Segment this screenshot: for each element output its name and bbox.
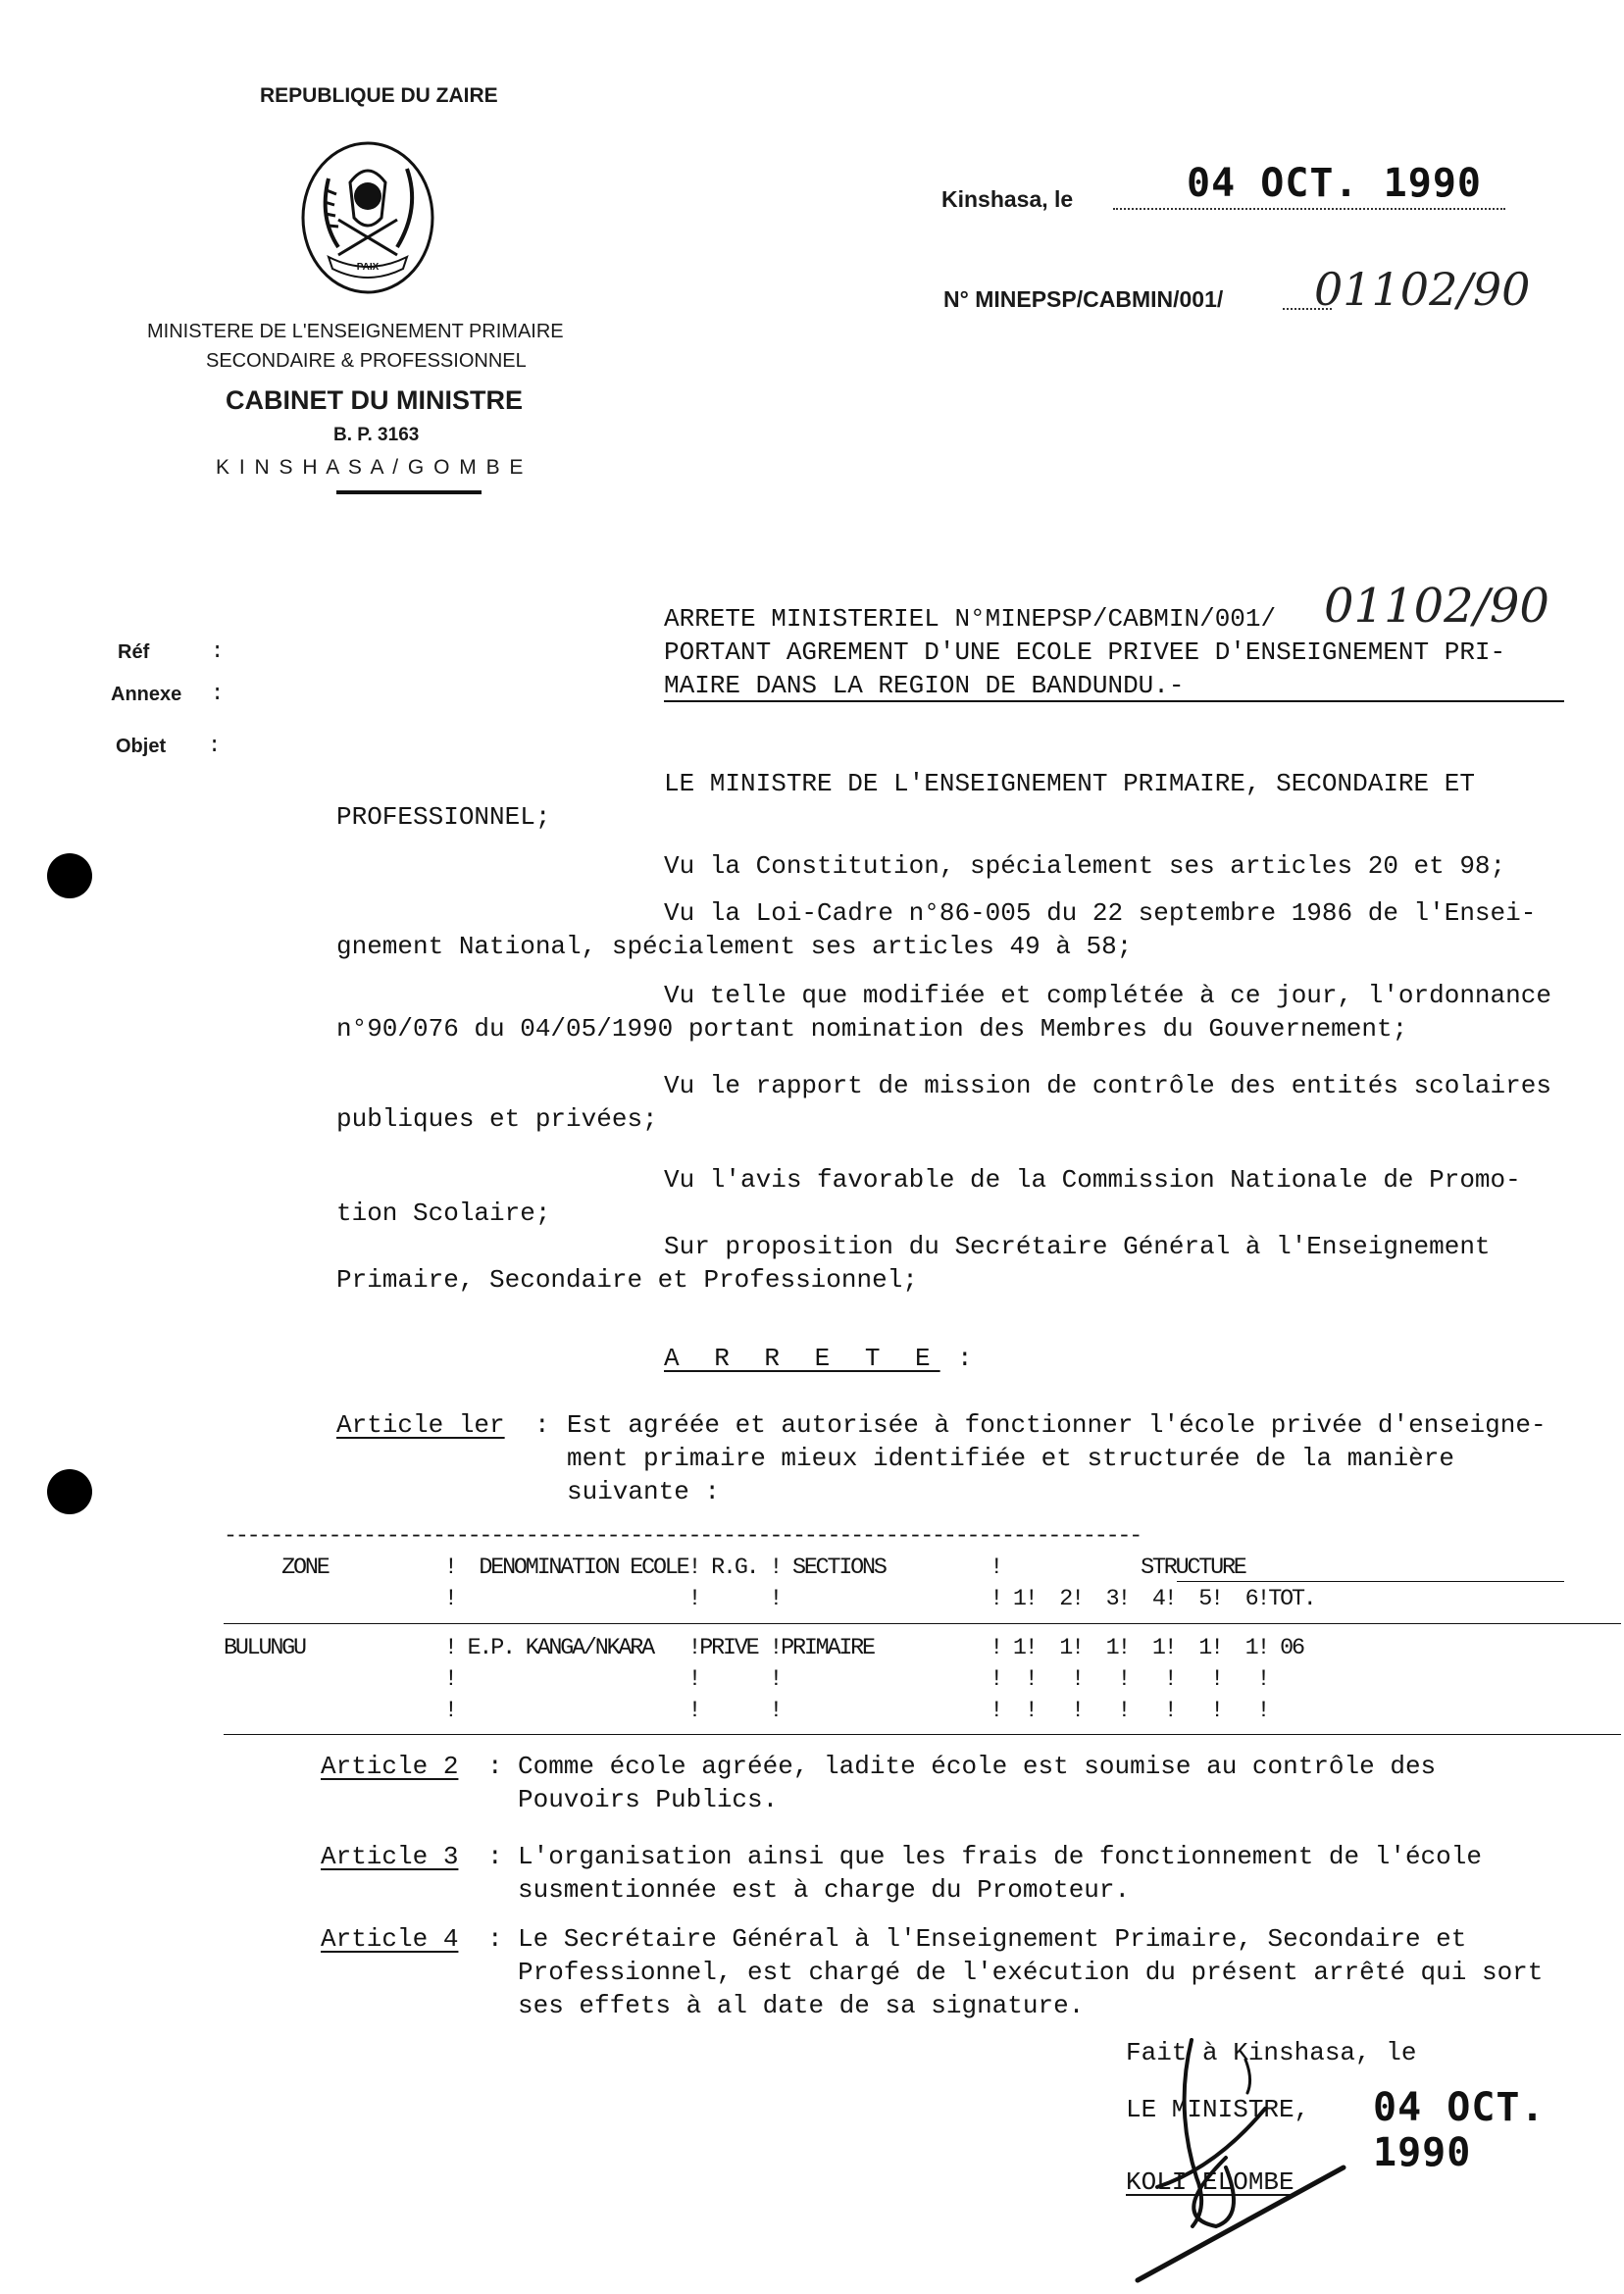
preamble-3a: Vu la Loi-Cadre n°86-005 du 22 septembre 1986 de l'Ensei- xyxy=(664,898,1537,928)
article-3-line2: susmentionnée est à charge du Promoteur. xyxy=(518,1875,1131,1905)
ministry-name-line2: SECONDAIRE & PROFESSIONNEL xyxy=(206,350,527,372)
date-stamp-top: 04 OCT. 1990 xyxy=(1187,161,1482,206)
city-underline xyxy=(336,490,482,494)
fait-a-kinshasa: Fait à Kinshasa, le xyxy=(1126,2038,1417,2067)
article-1-line1: Est agréée et autorisée à fonctionner l'école privée d'enseigne- xyxy=(567,1410,1547,1440)
reference-number-handwritten: 01102/90 xyxy=(1314,263,1531,316)
preamble-3b: gnement National, spécialement ses articles 49 à 58; xyxy=(336,932,1133,961)
article-4-line3: ses effets à al date de sa signature. xyxy=(518,1991,1085,2020)
ministry-name-line1: MINISTERE DE L'ENSEIGNEMENT PRIMAIRE xyxy=(147,321,564,342)
letterhead-country: REPUBLIQUE DU ZAIRE xyxy=(260,84,498,107)
label-annexe-colon: : xyxy=(211,682,225,706)
article-1-line2: ment primaire mieux identifiée et structurée de la manière xyxy=(567,1444,1454,1473)
handwritten-signature xyxy=(1098,2020,1373,2285)
title-underline xyxy=(664,700,1564,702)
article-3-line1: L'organisation ainsi que les frais de fonctionnement de l'école xyxy=(518,1842,1482,1871)
article-1-separator: : xyxy=(534,1410,550,1440)
reference-label: N° MINEPSP/CABMIN/001/ xyxy=(943,286,1224,312)
punch-hole-top xyxy=(47,853,92,898)
arrete-title-line2: PORTANT AGREMENT D'UNE ECOLE PRIVEE D'ENSEIGNEMENT PRI- xyxy=(664,637,1506,667)
preamble-5a: Vu le rapport de mission de contrôle des entités scolaires xyxy=(664,1071,1551,1100)
article-1-label: Article ler xyxy=(336,1410,505,1440)
table-header-row2: ! ! ! ! 1! 2! 3! 4! 5! 6!TOT. xyxy=(224,1587,1315,1612)
preamble-7b: Primaire, Secondaire et Professionnel; xyxy=(336,1265,918,1295)
arrete-number-handwritten: 01102/90 xyxy=(1324,579,1549,634)
table-header-row1: ZONE ! DENOMINATION ECOLE! R.G. ! SECTIONS ! STRUCTURE xyxy=(224,1555,1245,1581)
table-row-filler-2: ! ! ! ! ! ! ! ! ! ! xyxy=(224,1699,1269,1724)
label-ref-colon: : xyxy=(211,639,225,664)
table-bottom-line xyxy=(224,1734,1621,1735)
preamble-2a: Vu la Constitution, spécialement ses articles 20 et 98; xyxy=(664,851,1506,881)
preamble-4a: Vu telle que modifiée et complétée à ce jour, l'ordonnance xyxy=(664,981,1551,1010)
label-objet: Objet xyxy=(116,736,167,757)
city: K I N S H A S A / G O M B E xyxy=(216,456,526,479)
label-ref: Réf xyxy=(118,641,150,663)
table-header-separator xyxy=(224,1623,1621,1624)
label-annexe: Annexe xyxy=(111,684,182,705)
arrete-title-line3: MAIRE DANS LA REGION DE BANDUNDU.- xyxy=(664,671,1185,700)
article-2-label: Article 2 xyxy=(321,1752,459,1781)
cabinet-title: CABINET DU MINISTRE xyxy=(226,385,523,415)
label-objet-colon: : xyxy=(208,734,222,758)
table-row-filler-1: ! ! ! ! ! ! ! ! ! ! xyxy=(224,1667,1269,1693)
arrete-heading-colon: : xyxy=(957,1344,973,1373)
article-4-line2: Professionnel, est chargé de l'exécution du présent arrêté qui sort xyxy=(518,1958,1544,1987)
minister-title: LE MINISTRE, xyxy=(1126,2095,1310,2124)
article-4-label: Article 4 xyxy=(321,1924,459,1954)
date-stamp-bottom: 04 OCT. 1990 xyxy=(1373,2085,1546,2175)
preamble-6a: Vu l'avis favorable de la Commission Nationale de Promo- xyxy=(664,1165,1521,1195)
date-dotted-line xyxy=(1113,208,1505,210)
preamble-1a: LE MINISTRE DE L'ENSEIGNEMENT PRIMAIRE, SECONDAIRE ET xyxy=(664,769,1475,798)
article-2-line2: Pouvoirs Publics. xyxy=(518,1785,779,1814)
article-2-line1: Comme école agréée, ladite école est soumise au contrôle des xyxy=(518,1752,1437,1781)
article-3-label: Article 3 xyxy=(321,1842,459,1871)
table-top-dashes: ------------------------------------------------------------------------------- xyxy=(224,1524,1142,1550)
emblem-motto: PAIX xyxy=(356,262,380,273)
preamble-1b: PROFESSIONNEL; xyxy=(336,802,551,832)
minister-name: KOLI ELOMBE xyxy=(1126,2167,1294,2197)
preamble-5b: publiques et privées; xyxy=(336,1104,658,1134)
article-1-line3: suivante : xyxy=(567,1477,721,1506)
preamble-7a: Sur proposition du Secrétaire Général à l'Enseignement xyxy=(664,1232,1491,1261)
place-label: Kinshasa, le xyxy=(941,186,1074,212)
structure-header-underline xyxy=(1177,1581,1564,1582)
arrete-title-line1: ARRETE MINISTERIEL N°MINEPSP/CABMIN/001/ xyxy=(664,604,1277,634)
article-4-separator: : xyxy=(487,1924,503,1954)
punch-hole-bottom xyxy=(47,1469,92,1514)
preamble-4b: n°90/076 du 04/05/1990 portant nomination des Membres du Gouvernement; xyxy=(336,1014,1408,1044)
table-row-bulungu: BULUNGU ! E.P. KANGA/NKARA !PRIVE !PRIMAIRE ! 1! 1! 1! 1! 1! 1! 06 xyxy=(224,1636,1303,1661)
coat-of-arms-emblem xyxy=(299,139,436,296)
preamble-6b: tion Scolaire; xyxy=(336,1198,551,1228)
postal-box: B. P. 3163 xyxy=(333,425,420,445)
arrete-heading: A R R E T E xyxy=(664,1344,940,1373)
article-3-separator: : xyxy=(487,1842,503,1871)
article-2-separator: : xyxy=(487,1752,503,1781)
article-4-line1: Le Secrétaire Général à l'Enseignement Primaire, Secondaire et xyxy=(518,1924,1467,1954)
